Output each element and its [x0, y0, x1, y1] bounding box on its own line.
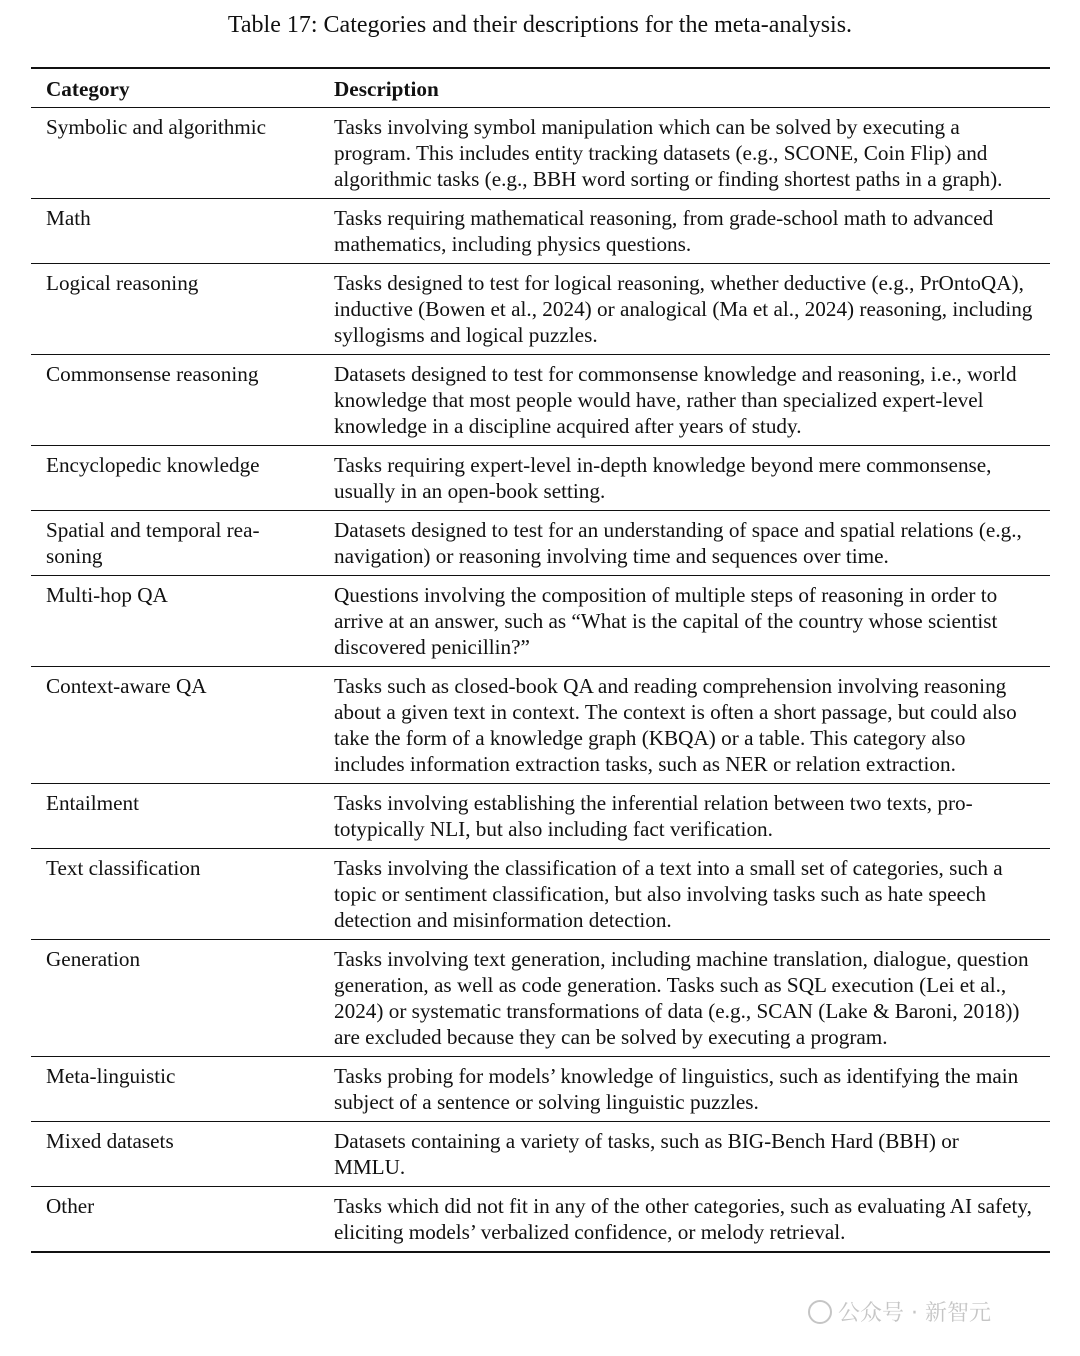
- description-cell: Tasks probing for models’ knowledge of linguistics, such as identifying the main subject of a sentence or solving linguistic puzzles.: [334, 1064, 1019, 1114]
- table-row: [31, 1122, 1050, 1187]
- description-cell: Tasks which did not fit in any of the other categories, such as evaluating AI safety, eliciting models’ verbalized confidence, or melody retrieval.: [334, 1194, 1032, 1244]
- category-cell: Multi-hop QA: [46, 583, 168, 607]
- watermark-text: 公众号 · 新智元: [838, 1301, 991, 1326]
- category-cell: Entailment: [46, 791, 139, 815]
- table-row: [31, 1057, 1050, 1122]
- categories-table: [31, 67, 1050, 1253]
- table-row: [31, 576, 1050, 667]
- table-caption: Table 17: Categories and their descriptions for the meta-analysis.: [227, 12, 853, 38]
- description-cell: Tasks involving the classification of a text into a small set of categories, such a topic or sentiment classification, but also involving tasks such as hate speech detection and misinformation detection.: [334, 856, 1003, 932]
- description-cell: Datasets containing a variety of tasks, such as BIG-Bench Hard (BBH) or MMLU.: [334, 1129, 959, 1179]
- table-row: [31, 264, 1050, 355]
- description-cell: Tasks involving text generation, including machine translation, dialogue, question generation, as well as code generation. Tasks such as SQL execution (Lei et al., 2024) or systematic transformations of data (e.g., SCAN (Lake & Baroni, 2018)) are excluded because they can be solved by executing a program.: [334, 947, 1029, 1049]
- table-row: [31, 784, 1050, 849]
- category-cell: Context-aware QA: [46, 674, 207, 698]
- category-cell: Logical reasoning: [46, 271, 199, 295]
- description-cell: Tasks involving symbol manipulation which can be solved by executing a program. This includes entity tracking datasets (e.g., SCONE, Coin Flip) and algorithmic tasks (e.g., BBH word sorting or finding shortest paths in a graph).: [334, 115, 1003, 191]
- category-cell: Math: [46, 206, 91, 230]
- description-cell: Datasets designed to test for an understanding of space and spatial relations (e.g., navigation) or reasoning involving time and sequences over time.: [334, 518, 1022, 568]
- table-row: [31, 849, 1050, 940]
- table-row: [31, 108, 1050, 199]
- table-row: [31, 199, 1050, 264]
- category-cell: Encyclopedic knowledge: [46, 453, 260, 477]
- table-row: [31, 1187, 1050, 1253]
- category-cell: Commonsense reasoning: [46, 362, 259, 386]
- category-cell: Meta-linguistic: [46, 1064, 176, 1088]
- table-row: [31, 940, 1050, 1057]
- description-cell: Tasks requiring expert-level in-depth knowledge beyond mere commonsense, usually in an open-book setting.: [334, 453, 992, 503]
- description-cell: Tasks such as closed-book QA and reading comprehension involving reasoning about a given text in context. The context is often a short passage, but could also take the form of a knowledge graph (KBQA) or a table. This category also includes information extraction tasks, such as NER or relation extraction.: [334, 674, 1017, 776]
- description-cell: Tasks designed to test for logical reasoning, whether deductive (e.g., PrOntoQA), inductive (Bowen et al., 2024) or analogical (Ma et al., 2024) reasoning, including syllogisms and logical puzzles.: [334, 271, 1033, 347]
- header-description: Description: [334, 77, 439, 101]
- category-cell: Text classification: [46, 856, 201, 880]
- description-cell: Questions involving the composition of multiple steps of reasoning in order to arrive at an answer, such as “What is the capital of the country whose scientist discovered penicillin?”: [334, 583, 998, 659]
- category-cell: Symbolic and algorithmic: [46, 115, 267, 139]
- category-cell: Generation: [46, 947, 141, 971]
- table-row: [31, 355, 1050, 446]
- table-header-row: [31, 68, 1050, 108]
- category-cell: Spatial and temporal reasoning: [46, 518, 260, 568]
- table-row: [31, 511, 1050, 576]
- table-row: [31, 667, 1050, 784]
- table-row: [31, 446, 1050, 511]
- category-cell: Mixed datasets: [46, 1129, 174, 1153]
- description-cell: Tasks requiring mathematical reasoning, from grade-school math to advanced mathematics, including physics questions.: [334, 206, 994, 256]
- description-cell: Datasets designed to test for commonsense knowledge and reasoning, i.e., world knowledge that most people would have, rather than specialized expert-level knowledge in a discipline acquired after years of study.: [334, 362, 1017, 438]
- description-cell: Tasks involving establishing the inferential relation between two texts, prototypically NLI, but also including fact verification.: [334, 791, 973, 841]
- category-cell: Other: [46, 1194, 95, 1218]
- wechat-logo-icon: [808, 1300, 832, 1324]
- header-category: Category: [46, 77, 130, 101]
- watermark: [808, 1296, 991, 1327]
